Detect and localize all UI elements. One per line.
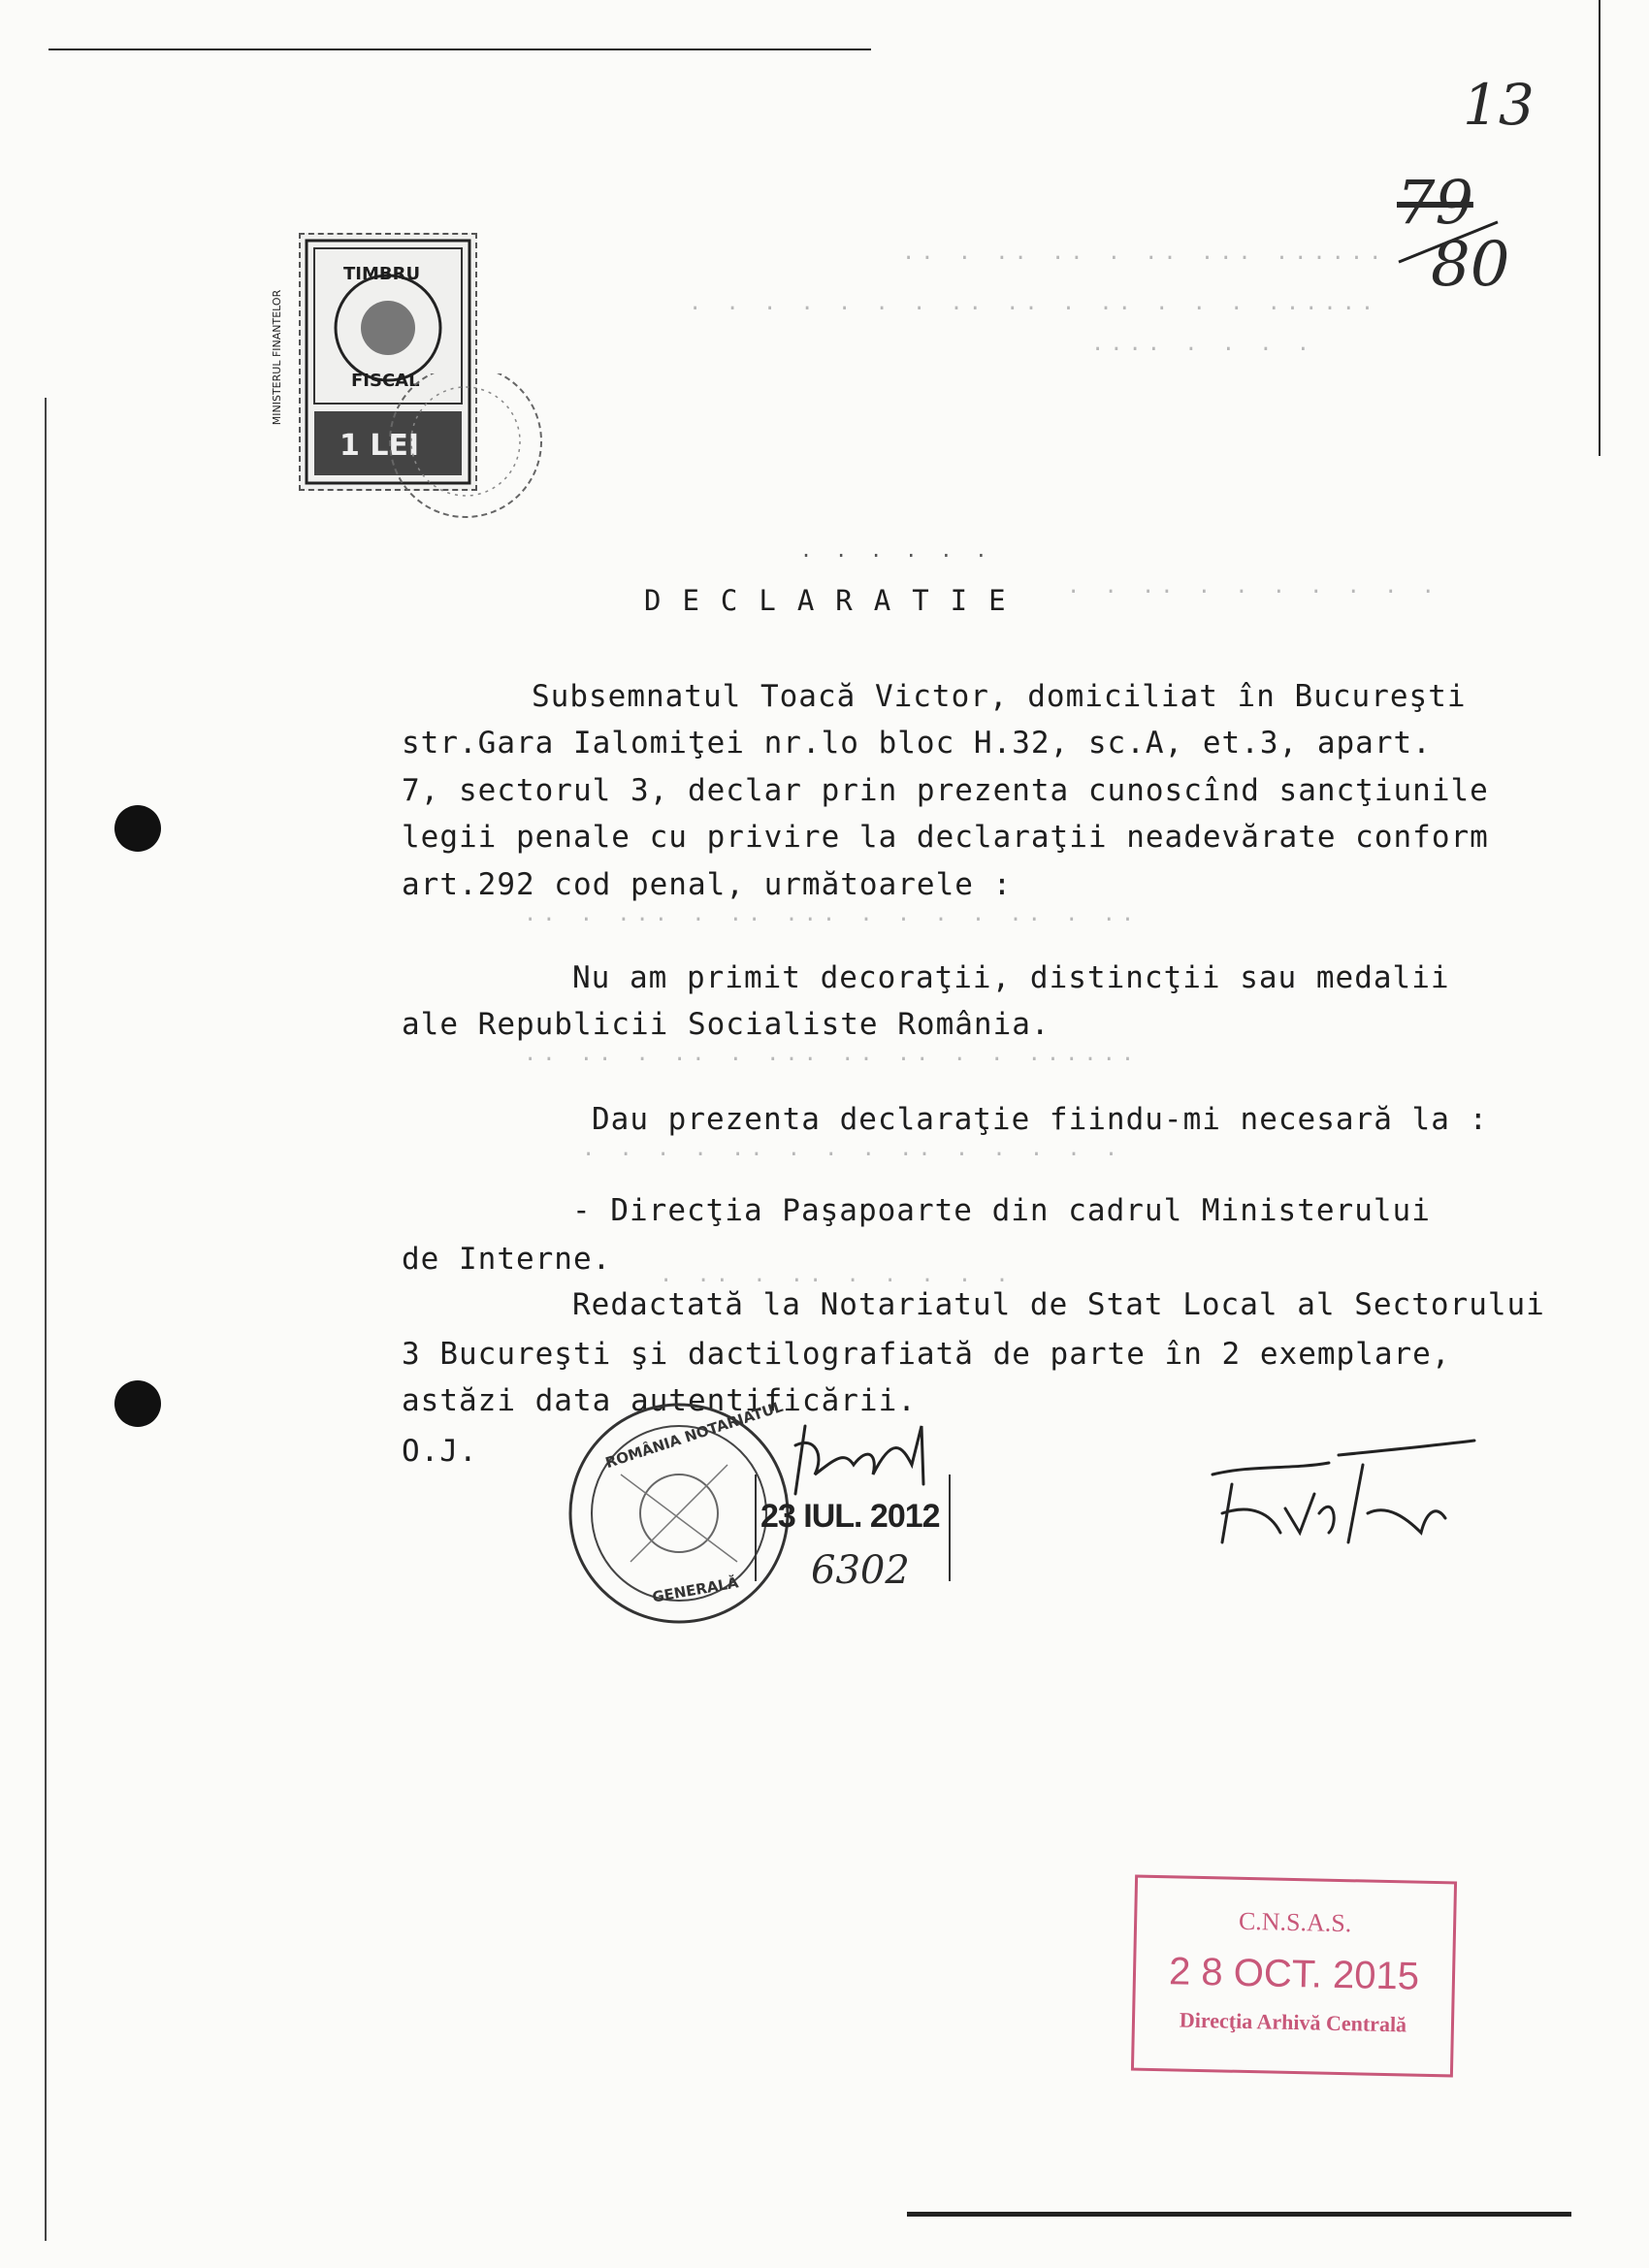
p4-line-2: de Interne. bbox=[402, 1242, 612, 1277]
fiscal-stamp-value: 1 LEI bbox=[340, 429, 420, 463]
notary-date: 23 IUL. 2012 bbox=[760, 1498, 940, 1535]
fiscal-cancel-stamp bbox=[369, 373, 563, 548]
cnsas-org: C.N.S.A.S. bbox=[1238, 1906, 1352, 1938]
punch-hole-bottom bbox=[114, 1380, 161, 1427]
p5-line-2: 3 Bucureşti şi dactilografiată de parte în 2 exemplare, bbox=[402, 1337, 1451, 1372]
p5-line-3: astăzi data autentificării. bbox=[402, 1383, 917, 1418]
ghost-title-right: . . .. . . . . . . . bbox=[1067, 574, 1440, 599]
folio-struck: 79 bbox=[1397, 167, 1473, 238]
ghost-p2: .. .. . .. . ... .. .. . . ...... bbox=[524, 1042, 1141, 1066]
p1-line-2: str.Gara Ialomiţei nr.lo bloc H.32, sc.A, et.3, apart. bbox=[402, 726, 1432, 761]
ghost-header-1: .. . .. .. . .. ... ...... bbox=[902, 241, 1388, 265]
p2-line-1: Nu am primit decoraţii, distincţii sau medalii bbox=[572, 960, 1450, 995]
cnsas-dept: Direcţia Arhivă Centrală bbox=[1179, 2007, 1407, 2037]
fiscal-stamp-subtitle: FISCAL bbox=[351, 371, 420, 391]
document-title: DECLARATIE bbox=[644, 584, 1027, 617]
ghost-header-2: . . . . . . . .. .. . .. . . . ...... bbox=[689, 291, 1380, 315]
notary-signature bbox=[776, 1407, 941, 1513]
ghost-header-3: .... . . . . bbox=[1091, 332, 1315, 356]
punch-hole-top bbox=[114, 805, 161, 852]
notary-box-border-right bbox=[949, 1474, 951, 1581]
p2-line-2: ale Republicii Socialiste România. bbox=[402, 1007, 1051, 1042]
p5-line-1: Redactată la Notariatul de Stat Local al Sectorului bbox=[572, 1287, 1545, 1322]
cnsas-stamp bbox=[1131, 1875, 1457, 2078]
bottom-rule-right bbox=[907, 2212, 1571, 2217]
p1-line-1: Subsemnatul Toacă Victor, domiciliat în Bucureşti bbox=[532, 679, 1467, 714]
notary-number: 6302 bbox=[811, 1548, 910, 1593]
notary-seal-bottom-text: GENERALĂ bbox=[651, 1573, 740, 1606]
notary-box-border-left bbox=[755, 1474, 757, 1581]
p3-line-1: Dau prezenta declaraţie fiindu-mi necesară la : bbox=[592, 1102, 1489, 1137]
initials: O.J. bbox=[402, 1434, 478, 1469]
top-rule-left bbox=[48, 49, 871, 50]
left-border bbox=[45, 398, 47, 2241]
declarant-signature bbox=[1193, 1426, 1484, 1581]
fiscal-stamp-title: TIMBRU bbox=[343, 264, 421, 284]
folio-current: 80 bbox=[1431, 229, 1510, 301]
folio-top: 13 bbox=[1463, 72, 1535, 138]
fiscal-stamp-side-text: MINISTERUL FINANTELOR bbox=[271, 289, 284, 426]
ghost-p1: .. . ... . .. ... . . . . .. . .. bbox=[524, 902, 1141, 926]
ghost-dots: . . . . . . bbox=[800, 538, 993, 562]
notary-seal-ring-text: ROMÂNIA NOTARIATUL bbox=[602, 1397, 786, 1473]
p4-line-1: - Direcţia Paşapoarte din cadrul Ministerului bbox=[572, 1193, 1431, 1228]
ghost-p4: . .. . .. . . . . . bbox=[660, 1263, 1015, 1287]
p1-line-4: legii penale cu privire la declaraţii neadevărate conform bbox=[402, 820, 1489, 855]
ghost-p3: . . . . .. . . . .. . . . . . bbox=[582, 1137, 1124, 1161]
p1-line-3: 7, sectorul 3, declar prin prezenta cunoscînd sancţiunile bbox=[402, 773, 1489, 808]
cnsas-date: 2 8 OCT. 2015 bbox=[1168, 1950, 1420, 1998]
p1-line-5: art.292 cod penal, următoarele : bbox=[402, 867, 1013, 902]
right-border-top bbox=[1599, 0, 1600, 456]
